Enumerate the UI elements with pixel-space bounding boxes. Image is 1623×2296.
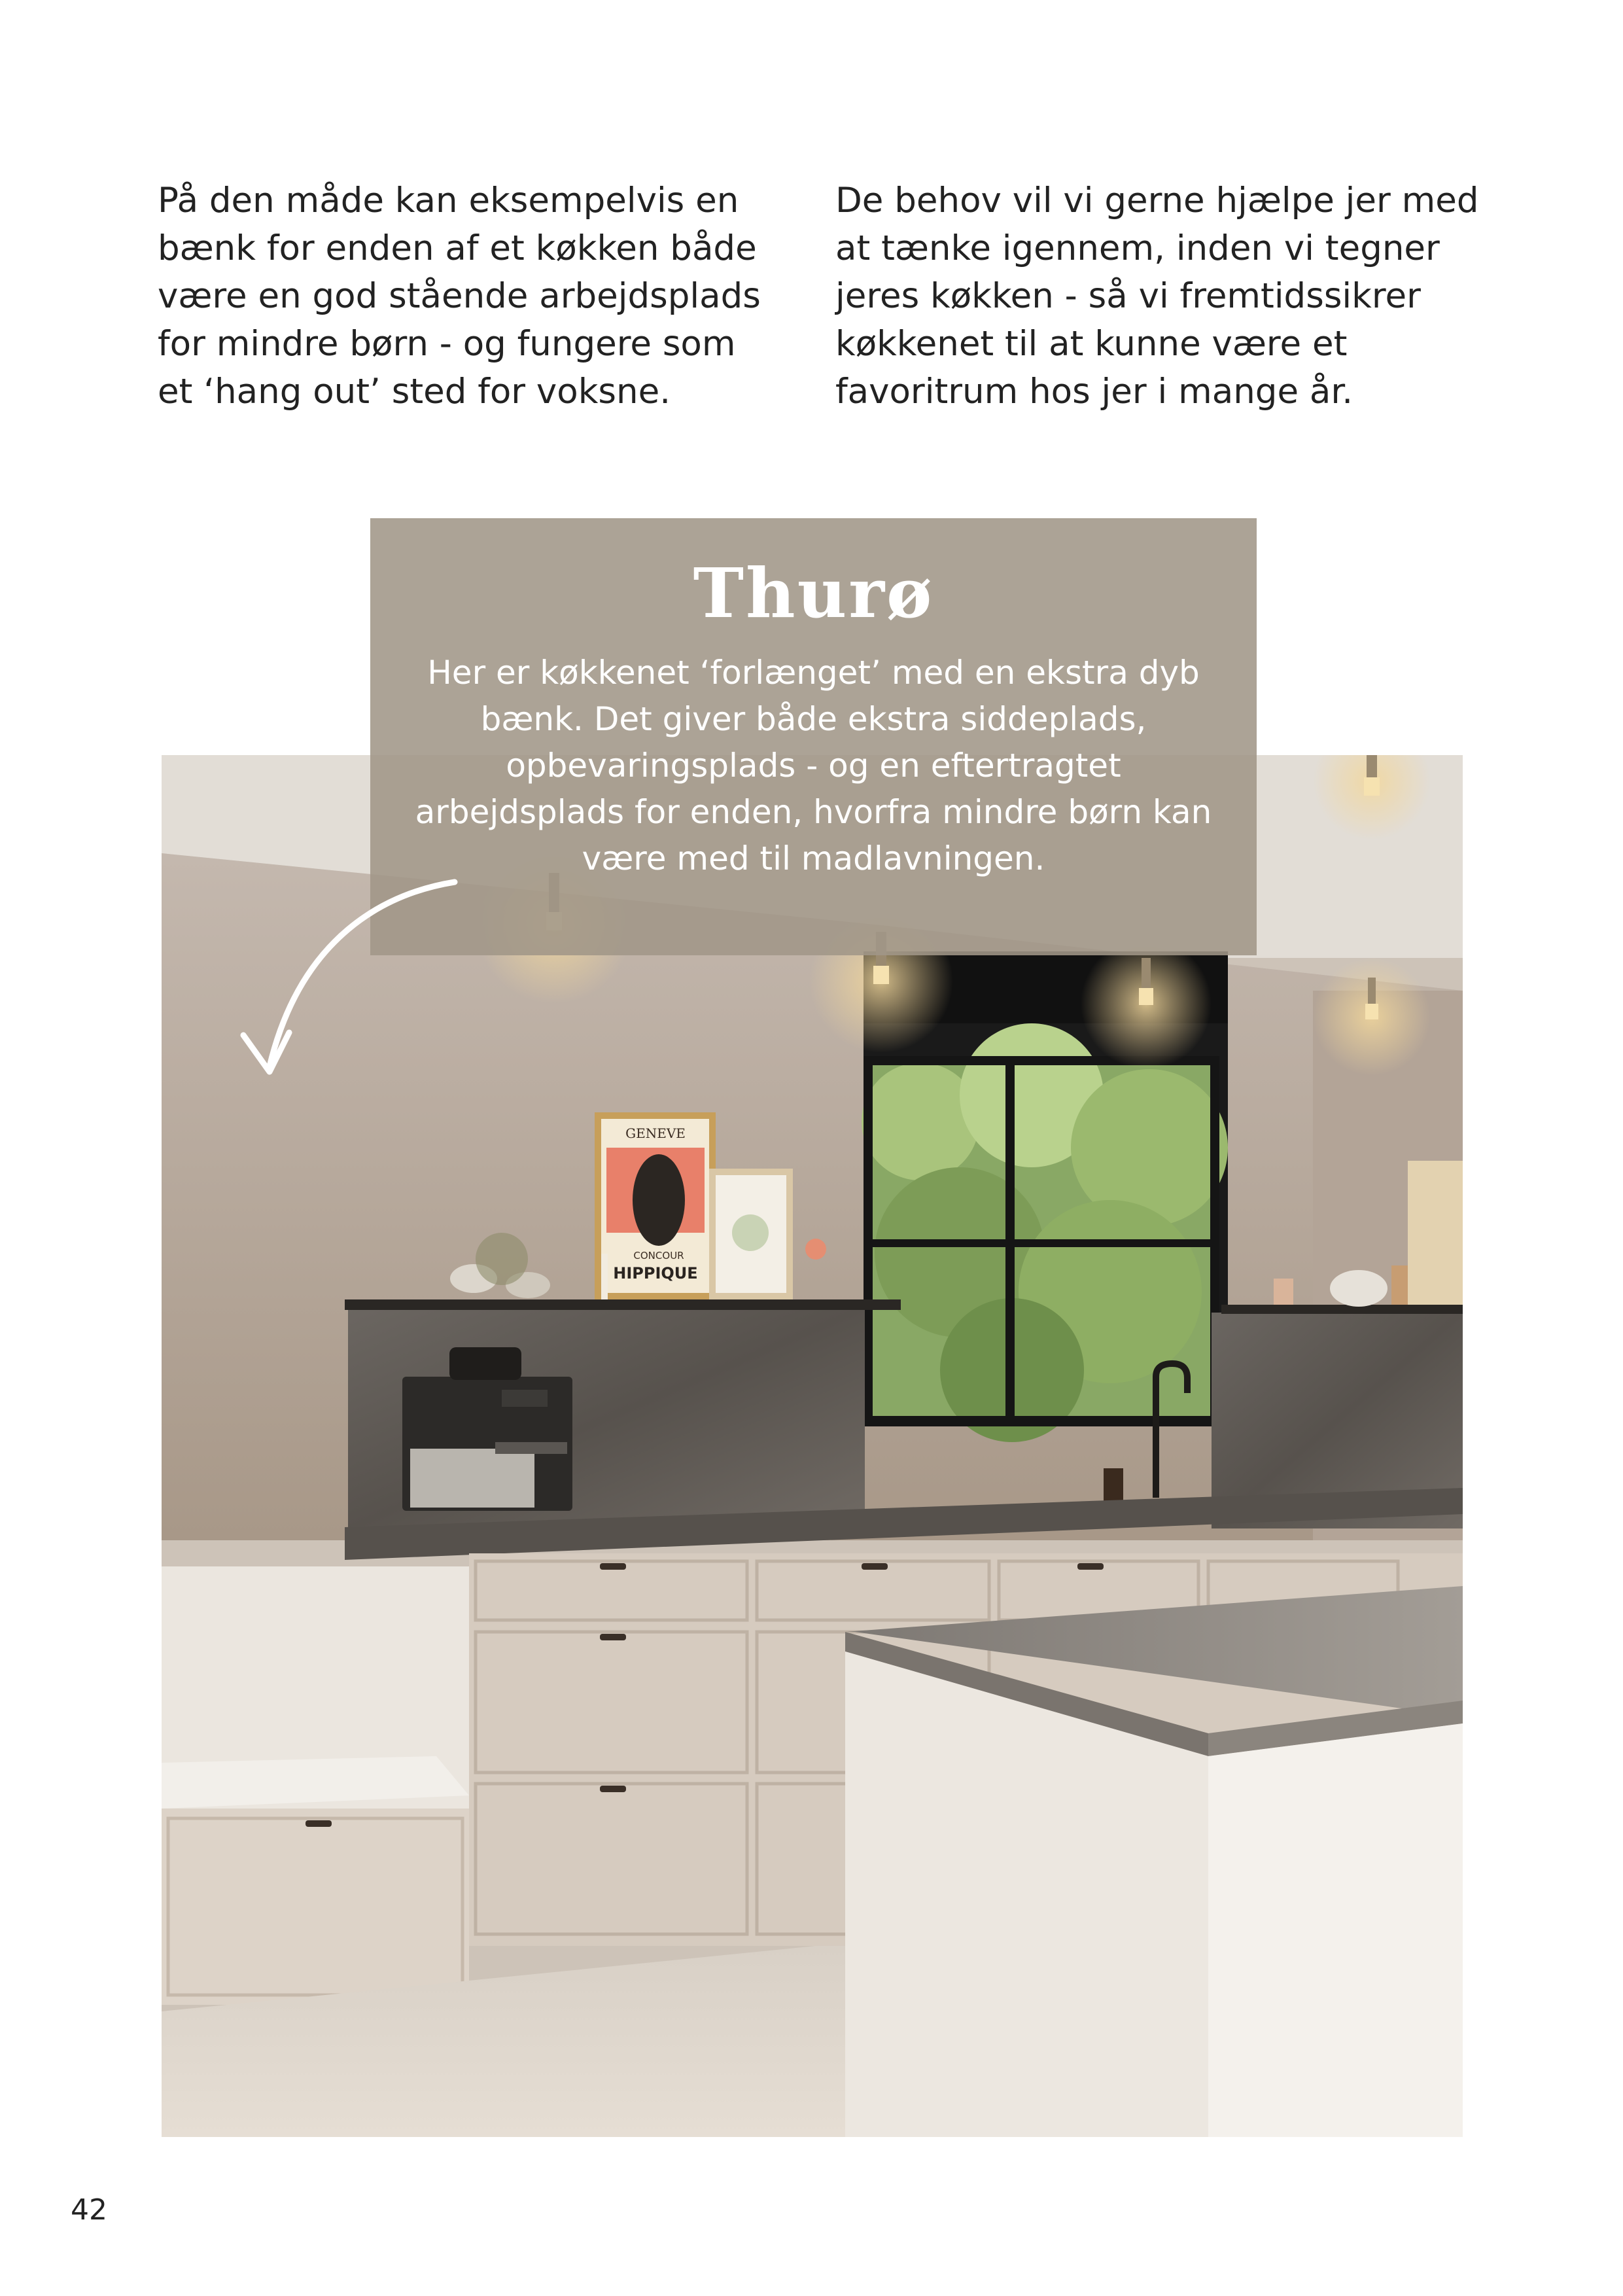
intro-left-paragraph: På den måde kan eksempelvis en bænk for enden af et køkken både være en god stående arbejdsplads for mindre børn - og fungere som et ‘hang out’ sted for voksne. bbox=[158, 181, 761, 412]
curved-arrow-icon bbox=[222, 864, 471, 1099]
kitchen-island bbox=[845, 1586, 1463, 2137]
caption-box bbox=[370, 518, 1257, 955]
caption-text: Her er køkkenet ‘forlænget’ med en ekstra dyb bænk. Det giver både ekstra siddeplads, opbevaringsplads - og en eftertragtet arbejdsplads for enden, hvorfra mindre børn kan være med til madlavningen. bbox=[415, 654, 1212, 877]
caption-title: Thurø bbox=[693, 553, 934, 633]
intro-right-paragraph: De behov vil vi gerne hjælpe jer med at tænke igennem, inden vi tegner jeres køkken - så vi fremtidssikrer køkkenet til at kunne være et favoritrum hos jer i mange år. bbox=[835, 181, 1479, 412]
poster bbox=[595, 1112, 716, 1299]
poster-line-1: GENEVE bbox=[625, 1125, 686, 1141]
bench bbox=[162, 1566, 469, 2005]
poster-line-2: CONCOUR bbox=[633, 1250, 684, 1262]
page-number: 42 bbox=[71, 2193, 107, 2227]
poster-line-3: HIPPIQUE bbox=[613, 1264, 698, 1282]
